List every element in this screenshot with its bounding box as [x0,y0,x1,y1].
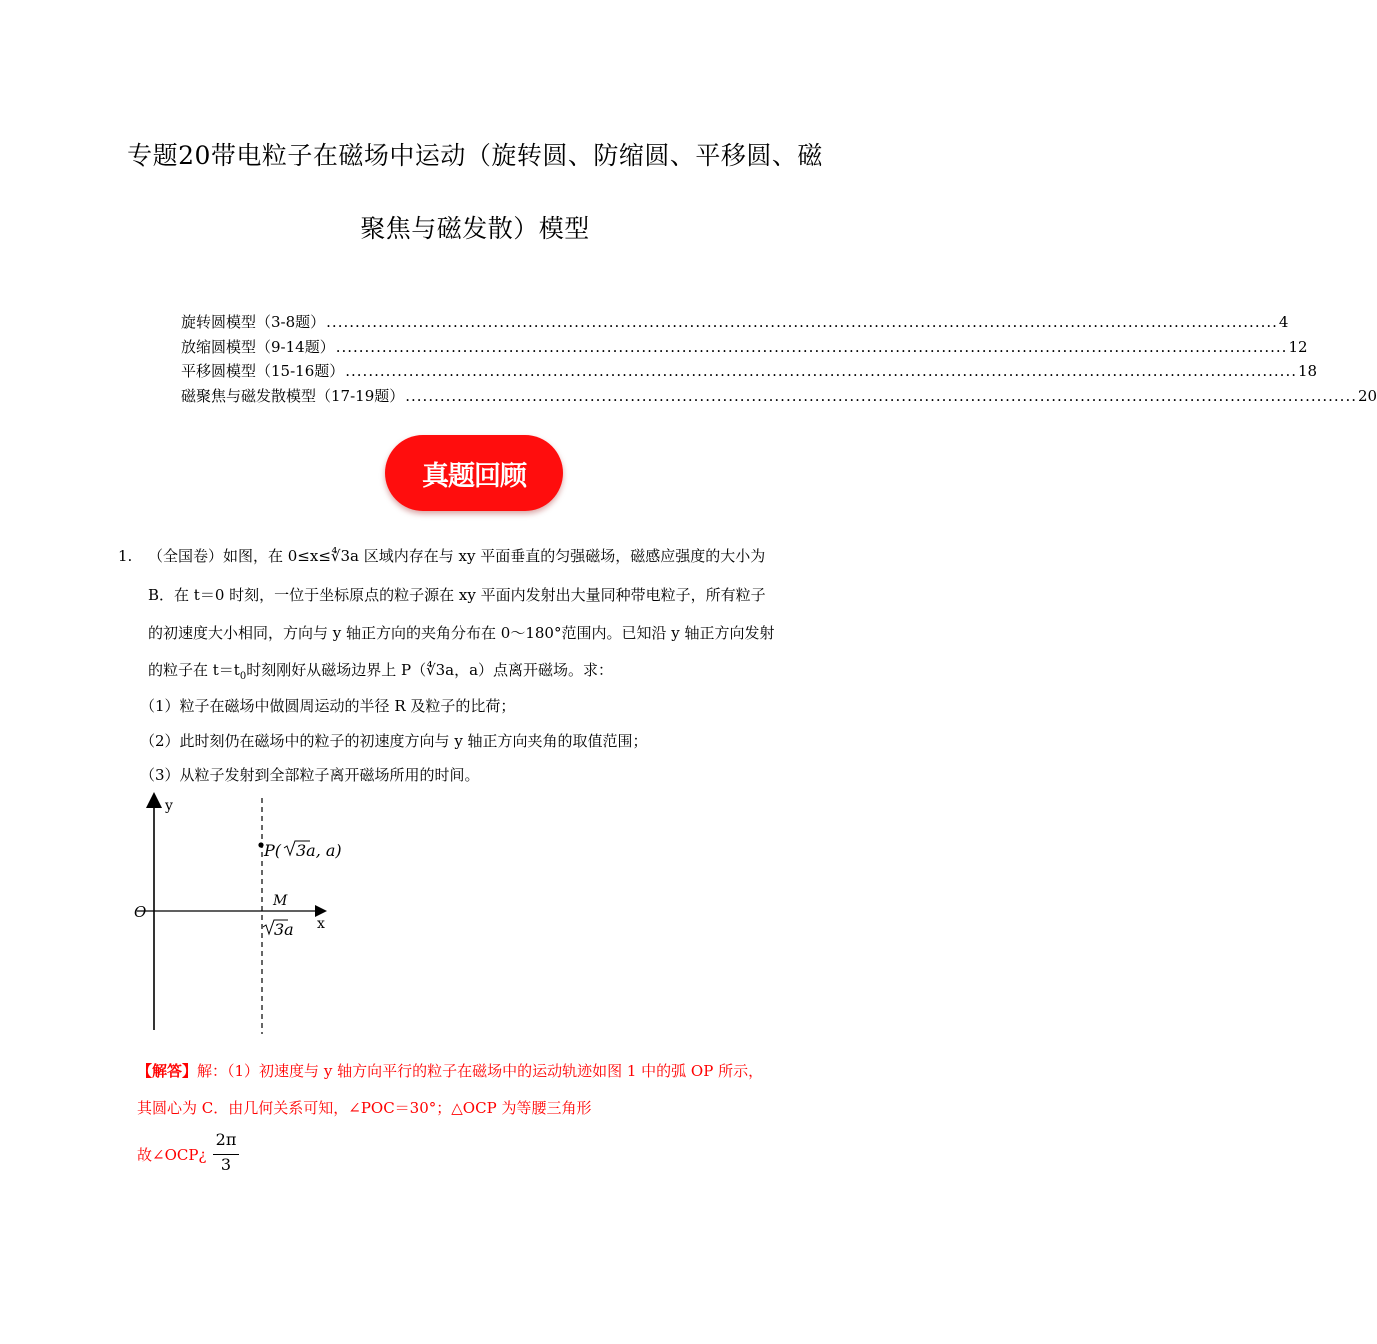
y-axis-label: y [165,798,173,814]
answer-text: 解：（1）初速度与 y 轴方向平行的粒子在磁场中的运动轨迹如图 1 中的弧 OP 所示， [197,1062,764,1080]
toc-entry[interactable] [181,385,1377,410]
section-badge [385,435,563,511]
point-m-label: M [273,893,288,909]
toc-leader: ..................................................................................................................................................................... [326,313,1278,331]
sub-question-1: （1）粒子在磁场中做圆周运动的半径 R 及粒子的比荷； [140,697,516,715]
question-number: 1. [118,547,133,565]
question-text-line: B．在 t＝0 时刻，一位于坐标原点的粒子源在 xy 平面内发射出大量同种带电粒子，所有粒子 [148,586,766,604]
question-text-part: 时刻刚好从磁场边界上 P（∜3a，a）点离开磁场。求： [246,661,614,679]
page-title-line-1: 专题20带电粒子在磁场中运动（旋转圆、防缩圆、平移圆、磁 [127,141,823,170]
origin-label: O [134,903,147,921]
toc-leader: ..................................................................................................................................................................... [345,362,1297,380]
toc-leader: ..................................................................................................................................................................... [405,386,1357,405]
toc-entry-page: 12 [1288,337,1308,356]
answer-tag: 【解答】 [137,1062,198,1080]
question-text-part: 的粒子在 t＝t [148,661,240,679]
toc-entry-label: 放缩圆模型（9-14题） [181,337,335,356]
toc-leader: ..................................................................................................................................................................... [335,337,1288,356]
fraction-numerator: 2π [215,1130,237,1149]
toc-entry-page: 18 [1297,362,1318,380]
toc-entry-label: 磁聚焦与磁发散模型（17-19题） [181,386,405,405]
sub-question-2: （2）此时刻仍在磁场中的粒子的初速度方向与 y 轴正方向夹角的取值范围； [140,732,648,750]
question-text-line: （全国卷）如图，在 0≤x≤∜3a 区域内存在与 xy 平面垂直的匀强磁场，磁感应强度的大小为 [148,547,766,565]
toc-entry[interactable] [181,360,1318,385]
table-of-contents [181,311,1377,409]
sub-question-3: （3）从粒子发射到全部粒子离开磁场所用的时间。 [140,766,480,784]
point-p-dot [258,842,263,847]
x-axis-label: x [317,916,325,932]
fraction-bar [213,1154,239,1155]
section-badge-label: 真题回顾 [422,460,526,492]
toc-entry-label: 旋转圆模型（3-8题） [181,313,326,331]
question-text-line [148,660,613,687]
subscript: 0 [239,671,247,682]
toc-entry[interactable] [181,336,1308,361]
boundary-label: 3a [274,920,294,939]
toc-entry-label: 平移圆模型（15-16题） [181,362,345,380]
toc-entry[interactable] [181,311,1289,336]
point-p-label: P( [264,841,282,860]
fraction [213,1130,239,1174]
answer-line [137,1060,763,1081]
point-p-coords: 3a, a) [296,841,342,860]
answer-line: 故∠OCP¿ [137,1146,207,1164]
answer-line: 其圆心为 C．由几何关系可知，∠POC＝30°；△OCP 为等腰三角形 [137,1099,592,1117]
fraction-denominator: 3 [220,1155,232,1174]
coordinate-figure [125,790,365,1040]
toc-entry-page: 4 [1278,313,1289,331]
toc-entry-page: 20 [1357,386,1377,405]
question-text-line: 的初速度大小相同，方向与 y 轴正方向的夹角分布在 0～180°范围内。已知沿 y 轴正方向发射 [148,624,775,642]
page-title-line-2: 聚焦与磁发散）模型 [360,214,590,243]
